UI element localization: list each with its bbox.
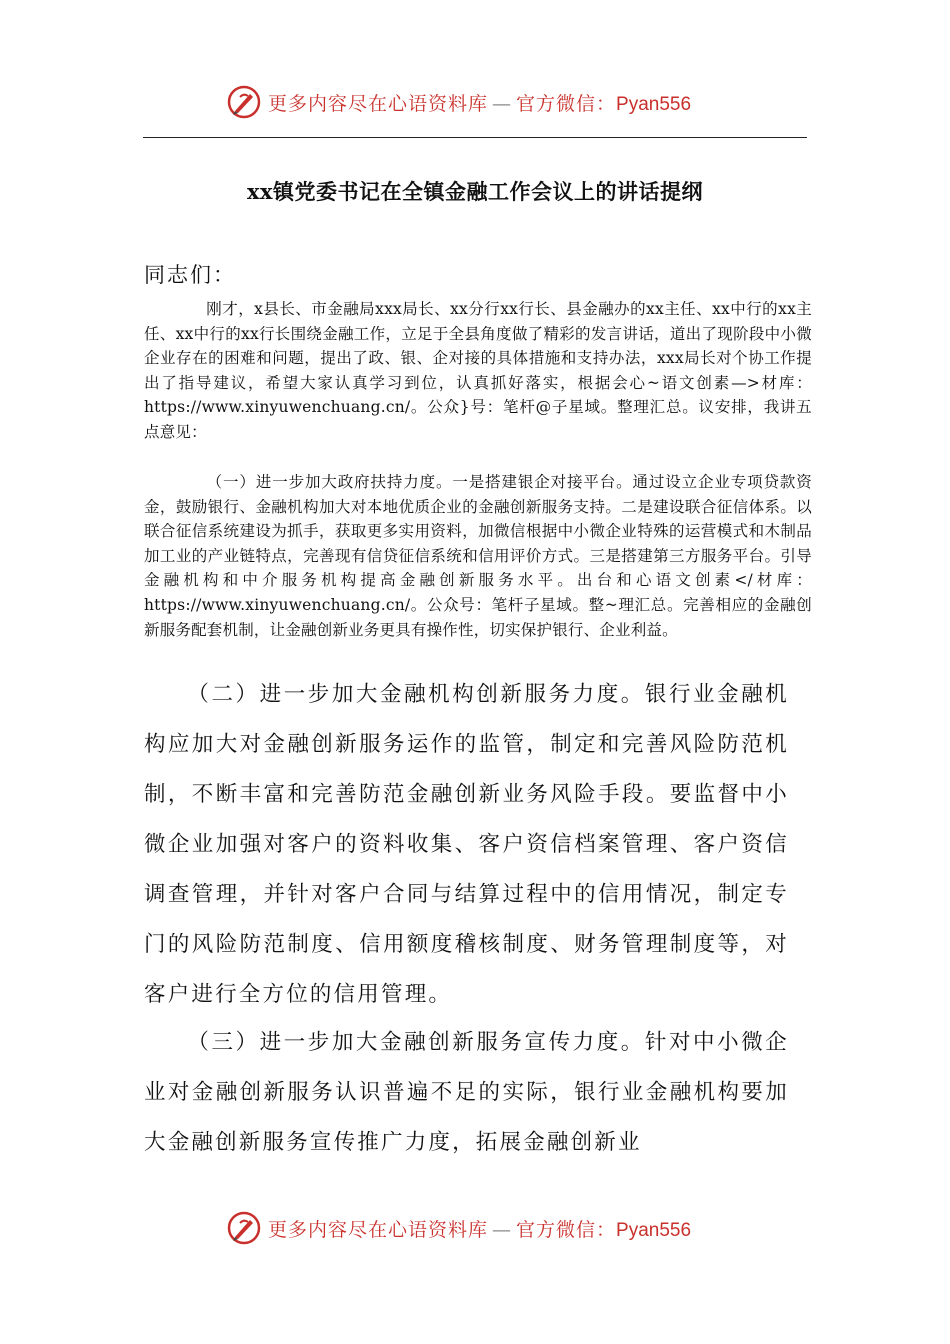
banner-separator: — bbox=[492, 1218, 513, 1241]
banner-wechat-id: Pyan556 bbox=[616, 93, 692, 115]
header-rule bbox=[143, 137, 807, 138]
banner-slogan: 更多内容尽在心语资料库 bbox=[268, 1218, 489, 1241]
banner-text bbox=[268, 89, 691, 116]
header-banner bbox=[0, 80, 950, 124]
paragraph-text: （二）进一步加大金融机构创新服务力度。银行业金融机构应加大对金融创新服务运作的监管，制定和完善风险防范机制，不断丰富和完善防范金融创新业务风险手段。要监督中小微企业加强对客户的资料收集、客户资信档案管理、客户资信调查管理，并针对客户合同与结算过程中的信用情况，制定专门的风险防范制度、信用额度稽核制度、财务管理制度等，对客户进行全方位的信用管理。 bbox=[144, 682, 789, 1007]
paragraph-text: 刚才，x县长、市金融局xxx局长、xx分行xx行长、县金融办的xx主任、xx中行的xx主任、xx中行的xx行长围绕金融工作，立足于全县角度做了精彩的发言讲话，道出了现阶段中小微企业存在的困难和问题，提出了政、银、企对接的具体措施和支持办法，xxx局长对个协工作提出了指导建议，希望大家认真学习到位，认真抓好落实，根据会心~语文创素—>材库：https://www.xinyuwenchuang.cn/。公众}号：笔杆@子星域。整理汇总。议安排，我讲五点意见： bbox=[144, 300, 812, 441]
banner-wechat-label: 官方微信： bbox=[516, 92, 617, 115]
document-title: xx镇党委书记在全镇金融工作会议上的讲话提纲 bbox=[246, 179, 704, 204]
paragraph-text: （一）进一步加大政府扶持力度。一是搭建银企对接平台。通过设立企业专项贷款资金，鼓励银行、金融机构加大对本地优质企业的金融创新服务支持。二是建设联合征信体系。以联合征信系统建设为抓手，获取更多实用资料，加微信根据中小微企业特殊的运营模式和木制品加工业的产业链特点，完善现有信贷征信系统和信用评价方式。三是搭建第三方服务平台。引导金融机构和中介服务机构提高金融创新服务水平。出台和心语文创素</材库：https://www.xinyuwenchuang.cn/。公众号：笔杆子星域。整~理汇总。完善相应的金融创新服务配套机制，让金融创新业务更具有操作性，切实保护银行、企业利益。 bbox=[144, 473, 812, 639]
banner-text bbox=[268, 1215, 691, 1242]
banner-slogan: 更多内容尽在心语资料库 bbox=[268, 92, 489, 115]
pen-logo-icon bbox=[226, 1210, 262, 1246]
paragraph-intro bbox=[144, 297, 812, 445]
banner-separator: — bbox=[492, 92, 513, 115]
banner-wechat-id: Pyan556 bbox=[616, 1219, 692, 1241]
paragraph-point-3 bbox=[144, 1018, 789, 1168]
footer-banner bbox=[0, 1206, 950, 1250]
banner-wechat-label: 官方微信： bbox=[516, 1218, 617, 1241]
paragraph-point-2 bbox=[144, 670, 789, 1020]
paragraph-point-1 bbox=[144, 470, 812, 642]
paragraph-text: （三）进一步加大金融创新服务宣传力度。针对中小微企业对金融创新服务认识普遍不足的实际，银行业金融机构要加大金融创新服务宣传推广力度，拓展金融创新业 bbox=[144, 1030, 789, 1155]
pen-logo-icon bbox=[226, 84, 262, 120]
greeting: 同志们： bbox=[144, 263, 236, 287]
